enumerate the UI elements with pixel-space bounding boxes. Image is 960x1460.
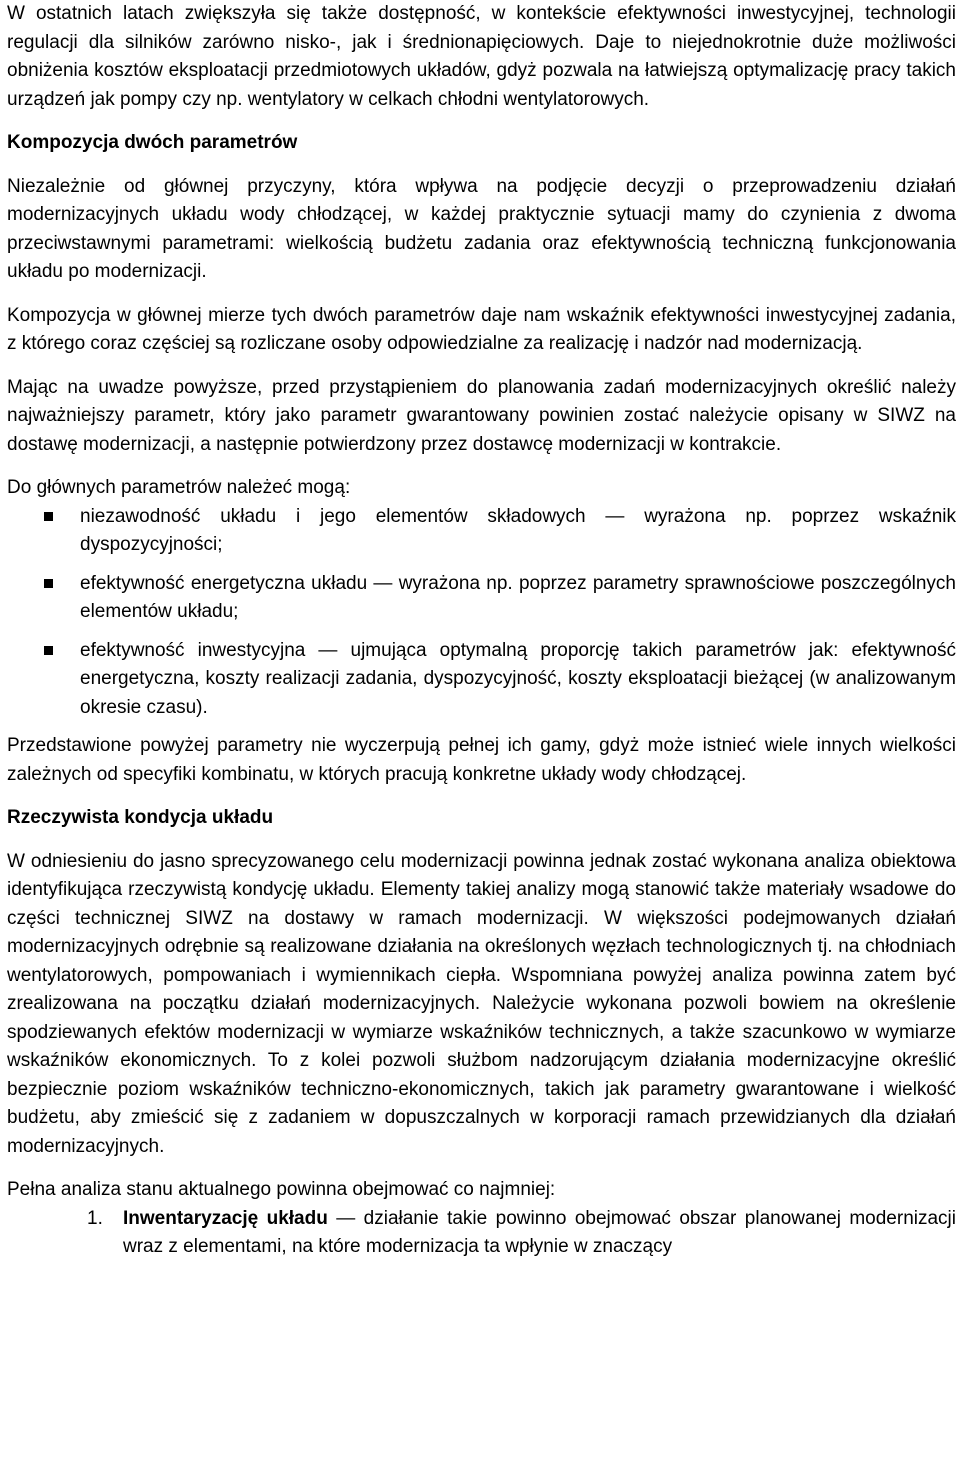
list-item — [7, 570, 956, 627]
numbered-list-item — [7, 1205, 956, 1262]
numbered-item-bold-title: Inwentaryzację układu — [123, 1207, 328, 1229]
paragraph-object-analysis: W odniesieniu do jasno sprecyzowanego celu modernizacji powinna jednak zostać wykonana analiza obiektowa identyfikująca rzeczywistą kondycję układu. Elementy takiej analizy mogą stanowić także materiały wsadowe do części technicznej SIWZ na dostawy w ramach modernizacji. W większości podejmowanych działań modernizacyjnych odrębnie są realizowane działania na określonych węzłach technologicznych tj. na chłodniach wentylatorowych, pompowaniach i wymiennikach ciepła. Wspomniana powyżej analiza powinna zatem być zrealizowana na początku działań modernizacyjnych. Należycie wykonana pozwoli bowiem na określenie spodziewanych efektów modernizacji w wymiarze wskaźników technicznych, a także szacunkowo w wymiarze wskaźników ekonomicznych. To z kolei pozwoli służbom nadzorującym działania modernizacyjne określić bezpiecznie poziom wskaźników techniczno-ekonomicznych, takich jak parametry gwarantowane i wielkość budżetu, aby zmieścić się z zadaniem w dopuszczalnych w korporacji ramach przewidzianych dla działań modernizacyjnych. — [7, 850, 956, 1157]
square-bullet-icon — [44, 579, 53, 588]
analysis-numbered-list — [7, 1205, 956, 1262]
list-item — [7, 637, 956, 723]
square-bullet-icon — [44, 512, 53, 521]
paragraph-main-parameters-intro: Do głównych parametrów należeć mogą: — [7, 477, 351, 498]
paragraph-full-analysis-intro: Pełna analiza stanu aktualnego powinna obejmować co najmniej: — [7, 1179, 556, 1200]
numbered-item-text — [123, 1205, 956, 1262]
section-heading-composition: Kompozycja dwóch parametrów — [7, 132, 298, 153]
parameters-bullet-list — [7, 503, 956, 723]
numbered-item-description: — działanie takie powinno obejmować obszar planowanej modernizacji wraz z elementami, na które modernizacja ta wpłynie w znaczący — [123, 1207, 956, 1257]
list-item-text: efektywność energetyczna układu — wyrażona np. poprzez parametry sprawnościowe poszczególnych elementów układu; — [80, 572, 956, 622]
paragraph-two-parameters: Niezależnie od głównej przyczyny, która wpływa na podjęcie decyzji o przeprowadzeniu działań modernizacyjnych układu wody chłodzącej, w każdej praktycznie sytuacji mamy do czynienia z dwoma przeciwstawnymi parametrami: wielkością budżetu zadania oraz efektywnością techniczną funkcjonowania układu po modernizacji. — [7, 175, 956, 282]
list-item — [7, 503, 956, 560]
intro-paragraph: W ostatnich latach zwiększyła się także dostępność, w kontekście efektywności inwestycyjnej, technologii regulacji dla silników zarówno nisko-, jak i średnionapięciowych. Daje to niejednokrotnie duże możliwości obniżenia kosztów eksploatacji przedmiotowych układów, gdyż pozwala na łatwiejszą optymalizację pracy takich urządzeń jak pompy czy np. wentylatory w celkach chłodni wentylatorowych. — [7, 3, 956, 110]
section-heading-real-condition: Rzeczywista kondycja układu — [7, 807, 274, 828]
paragraph-other-parameters: Przedstawione powyżej parametry nie wyczerpują pełnej ich gamy, gdyż może istnieć wiele innych wielkości zależnych od specyfiki kombinatu, w których pracują konkretne układy wody chłodzącej. — [7, 735, 956, 785]
paragraph-investment-indicator: Kompozycja w głównej mierze tych dwóch parametrów daje nam wskaźnik efektywności inwestycyjnej zadania, z którego coraz częściej są rozliczane osoby odpowiedzialne za realizację i nadzór nad modernizacją. — [7, 304, 956, 354]
list-item-text: efektywność inwestycyjna — ujmująca optymalną proporcję takich parametrów jak: efektywność energetyczna, koszty realizacji zadania, dyspozycyjność, koszty eksploatacji bieżącej (w analizowanym okresie czasu). — [80, 639, 956, 718]
list-number: 1. — [87, 1207, 103, 1229]
paragraph-key-parameter: Mając na uwadze powyższe, przed przystąpieniem do planowania zadań modernizacyjnych określić należy najważniejszy parametr, który jako parametr gwarantowany powinien zostać należycie opisany w SIWZ na dostawę modernizacji, a następnie potwierdzony przez dostawcę modernizacji w kontrakcie. — [7, 376, 956, 455]
list-item-text: niezawodność układu i jego elementów składowych — wyrażona np. poprzez wskaźnik dyspozycyjności; — [80, 505, 956, 555]
document-page — [7, 0, 956, 1262]
square-bullet-icon — [44, 646, 53, 655]
